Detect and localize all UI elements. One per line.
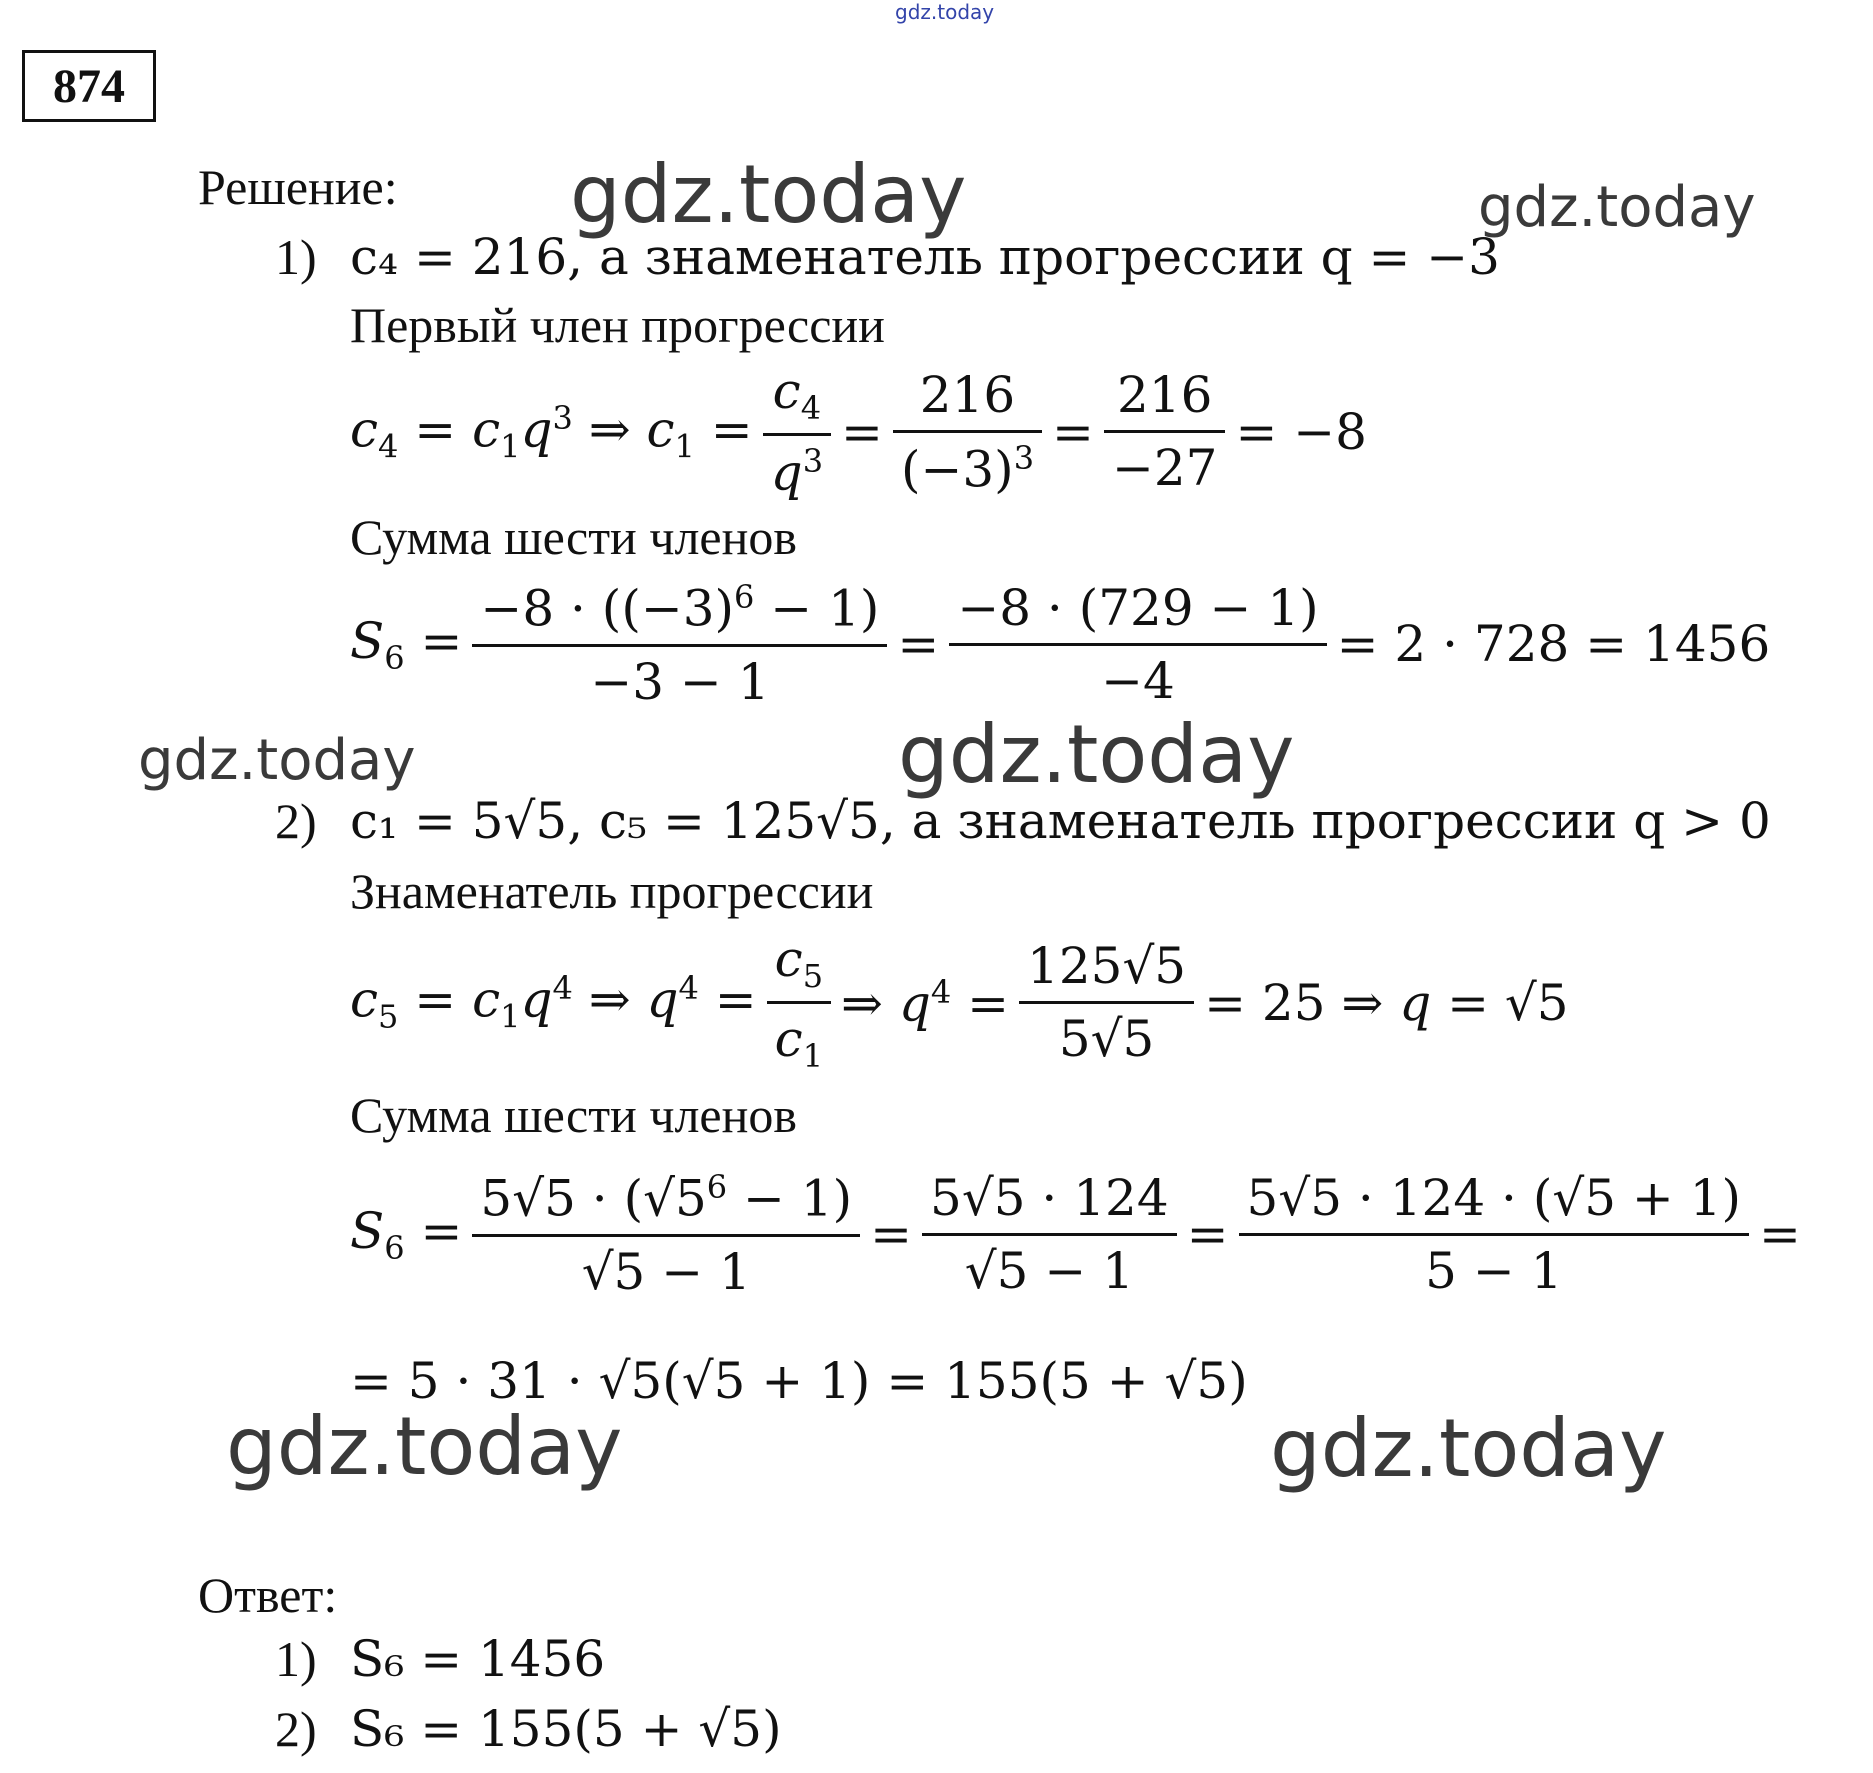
part2-ratio-formula: $c_5 = c_1q^4$ ⇒ $q^4$ = $\frac{c_5}{c_1}$ ⇒ $q^4$ = $\frac{125√5}{5√5}$ = 25 ⇒ q = √5 [350,930,1569,1075]
answer-2: S₆ = 155(5 + √5) [350,1700,782,1758]
top-watermark: gdz.today [895,0,995,24]
watermark: gdz.today [1270,1402,1667,1495]
watermark: gdz.today [898,708,1295,801]
part2-sum-label: Сумма шести членов [350,1087,797,1143]
answer-2-index: 2) [275,1701,317,1757]
answer-1-index: 1) [275,1631,317,1687]
part1-first-term-formula: $c_4 = c_1q^3$ ⇒ $c_1$ = $\frac{c_4}{q^3}$ = $\frac{216}{(-3)^3}$ = $\frac{216}{-27}$ = −8 [350,362,1367,502]
part1-sum-formula: $S_6$ = $\frac{-8 \cdot ((-3)^6 - 1)}{-3 - 1}$ = $\frac{-8 \cdot (729 - 1)}{-4}$ = 2 · 728 = 1456 [350,578,1771,711]
part1-given: c₄ = 216, а знаменатель прогрессии q = −3 [350,228,1500,286]
answer-1: S₆ = 1456 [350,1630,606,1688]
problem-number: 874 [22,50,156,122]
watermark: gdz.today [1478,175,1756,240]
part1-index: 1) [275,229,317,285]
part2-sum-formula: $S_6$ = $\frac{5√5 \cdot (√5^6 - 1)}{√5 - 1}$ = $\frac{5√5 \cdot 124}{√5 - 1}$ = $\frac{5√5 \cdot 124 \cdot (√5 + 1)}{5 - 1}$ = [350,1168,1801,1301]
watermark: gdz.today [138,728,416,793]
part2-index: 2) [275,793,317,849]
answer-label: Ответ: [198,1567,338,1623]
watermark: gdz.today [226,1400,623,1493]
part2-ratio-label: Знаменатель прогрессии [350,863,874,919]
part1-first-term-label: Первый член прогрессии [350,297,885,353]
solution-label: Решение: [198,159,398,215]
watermark: gdz.today [570,148,967,241]
part2-final-line: = 5 · 31 · √5(√5 + 1) = 155(5 + √5) [350,1352,1248,1410]
part1-sum-label: Сумма шести членов [350,509,797,565]
part2-given: c₁ = 5√5, c₅ = 125√5, а знаменатель прогрессии q > 0 [350,792,1771,850]
